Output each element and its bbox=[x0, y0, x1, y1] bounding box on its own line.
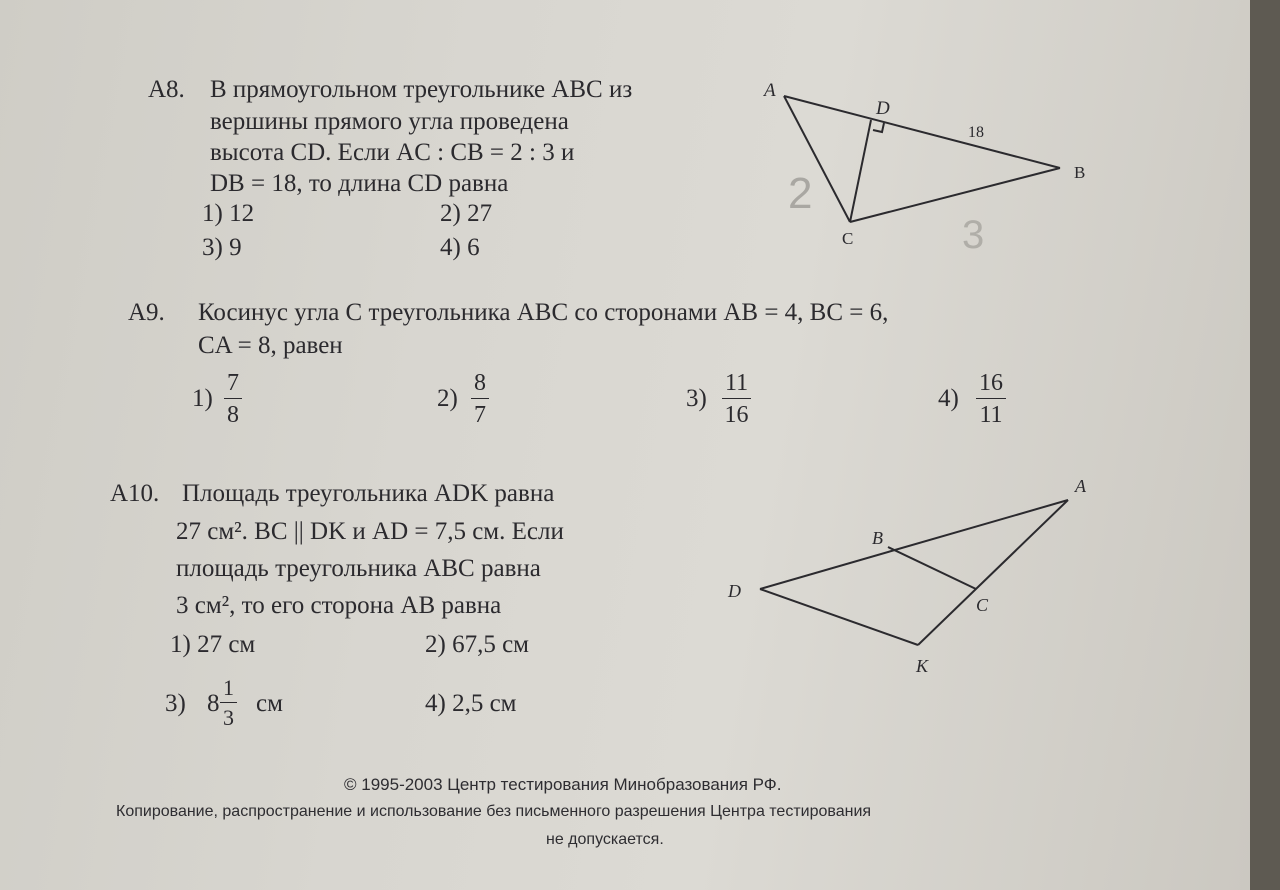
a10-label-b: B bbox=[872, 528, 883, 548]
a8-segment-ab bbox=[784, 96, 1060, 168]
a10-text-line-2: 27 см². BC || DK и AD = 7,5 см. Если bbox=[176, 518, 564, 545]
a10-option-3-unit: см bbox=[256, 690, 283, 717]
a9-option-1-denominator: 8 bbox=[227, 402, 239, 428]
a10-option-4: 4) 2,5 см bbox=[425, 690, 517, 717]
a9-option-1-numerator: 7 bbox=[224, 371, 242, 399]
a9-option-4-numerator: 16 bbox=[976, 371, 1006, 399]
a8-label-c: C bbox=[842, 229, 854, 248]
a8-text-line-3: высота CD. Если AC : CB = 2 : 3 и bbox=[210, 139, 575, 166]
a9-text-line-1: Косинус угла C треугольника ABC со сторонами AB = 4, BC = 6, bbox=[198, 299, 889, 326]
a10-option-3-number: 3) bbox=[165, 690, 186, 717]
a10-option-3-whole: 8 bbox=[207, 690, 220, 717]
pencil-marks bbox=[780, 160, 1030, 270]
a10-option-2: 2) 67,5 см bbox=[425, 631, 529, 658]
a9-option-4-denominator: 11 bbox=[979, 402, 1003, 428]
copying-notice-line-2: не допускается. bbox=[546, 831, 664, 848]
a8-number: A8. bbox=[148, 76, 185, 103]
a10-triangle-figure bbox=[720, 470, 1100, 680]
a9-text-line-2: CA = 8, равен bbox=[198, 332, 343, 359]
a10-segment-bc bbox=[888, 547, 976, 589]
a9-option-4-number: 4) bbox=[938, 385, 959, 412]
a8-text-line-4: DB = 18, то длина CD равна bbox=[210, 170, 509, 197]
a10-label-d: D bbox=[728, 581, 741, 601]
a8-label-a: A bbox=[764, 80, 776, 101]
a8-option-3: 3) 9 bbox=[202, 234, 242, 261]
copying-notice-line: Копирование, распространение и использование без письменного разрешения Центра тестирования bbox=[116, 803, 872, 820]
a10-text-line-4: 3 см², то его сторона AB равна bbox=[176, 592, 502, 619]
a10-option-3-numerator: 1 bbox=[220, 677, 237, 703]
a8-text-line-2: вершины прямого угла проведена bbox=[210, 108, 569, 135]
a10-text-line-3: площадь треугольника ABC равна bbox=[176, 555, 541, 582]
a9-option-3-number: 3) bbox=[686, 385, 707, 412]
a9-option-3-numerator: 11 bbox=[722, 371, 751, 399]
a8-right-angle-mark bbox=[873, 123, 884, 132]
pencil-mark-3: 3 bbox=[962, 213, 985, 257]
pencil-mark-2: 2 bbox=[788, 169, 813, 218]
a10-option-3-fraction bbox=[220, 677, 237, 729]
a9-option-3-denominator: 16 bbox=[724, 402, 749, 428]
a8-option-2: 2) 27 bbox=[440, 200, 493, 227]
a9-option-4-fraction bbox=[976, 371, 1006, 427]
a10-label-k: K bbox=[916, 656, 929, 676]
a8-option-1: 1) 12 bbox=[202, 200, 255, 227]
a9-option-2-numerator: 8 bbox=[471, 371, 489, 399]
a10-label-a: A bbox=[1075, 476, 1086, 496]
a10-option-3-denominator: 3 bbox=[223, 705, 234, 730]
a10-text-line-1: Площадь треугольника ADK равна bbox=[182, 480, 555, 507]
a8-text-line-1: В прямоугольном треугольнике ABC из bbox=[210, 76, 633, 103]
copyright-line: © 1995-2003 Центр тестирования Минобразования РФ. bbox=[344, 775, 782, 794]
a9-option-1-fraction bbox=[224, 371, 242, 427]
a9-option-3-fraction bbox=[722, 371, 751, 427]
a8-option-4: 4) 6 bbox=[440, 234, 480, 261]
a10-label-c: C bbox=[976, 595, 989, 615]
a9-option-2-number: 2) bbox=[437, 385, 458, 412]
a9-number: A9. bbox=[128, 299, 165, 326]
a8-label-18: 18 bbox=[968, 124, 984, 141]
a9-option-1-number: 1) bbox=[192, 385, 213, 412]
a10-option-1: 1) 27 см bbox=[170, 631, 256, 658]
a9-option-2-denominator: 7 bbox=[474, 402, 486, 428]
a9-option-2-fraction bbox=[471, 371, 489, 427]
a8-label-b: B bbox=[1074, 163, 1086, 182]
a10-number: A10. bbox=[110, 480, 160, 507]
a8-label-d: D bbox=[876, 98, 890, 119]
a10-segment-dk bbox=[760, 589, 918, 645]
